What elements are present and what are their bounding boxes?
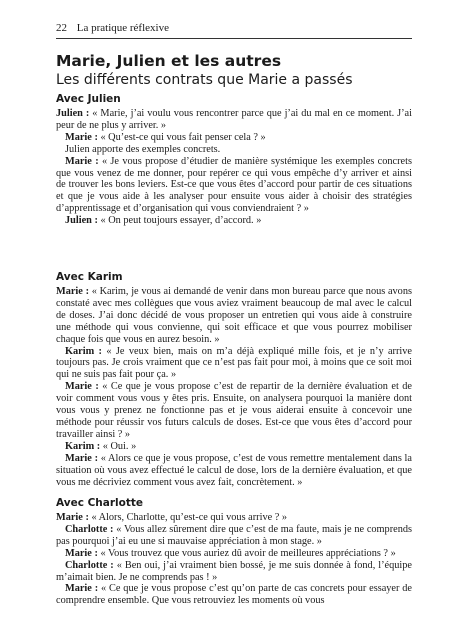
section-title-karim: Avec Karim [56,271,123,283]
dialogue-turn [56,381,412,441]
header-rule [56,38,412,39]
speaker-label: Julien : [65,215,98,227]
dialogue-turn [56,560,412,584]
narration-line: Julien apporte des exemples concrets. [65,143,221,155]
speech-text: « On peut toujours essayer, d’accord. » [97,215,262,227]
speech-text: « Vous allez sûrement dire que c’est de ma faute, mais je ne comprends pas pourquoi j’ai eu une si mauvaise appréciation à mon stage. » [56,523,412,547]
dialogue-turn [56,132,412,144]
dialogue-turn [56,286,412,346]
speaker-label: Karim : [65,440,101,452]
speech-text: « Je vous propose d’étudier de manière systémique les exemples concrets que vous venez de me donner, pour repérer ce qui vous empêche d’y arriver et ainsi de trouver les bons leviers. Est-ce que vous êtes d’accord pour partir de ces situations et que je vous aide à les analyser pour ensuite vous aider à choisir des stratégies d’apprentissage et d’organisation qui vous conviendraient ? » [56,155,412,215]
speech-text: « Alors, Charlotte, qu’est-ce qui vous arrive ? » [88,512,288,523]
speech-text: « Marie, j’ai voulu vous rencontrer parce que j’ai du mal en ce moment. J’ai peur de ne plus y arriver. » [56,108,412,131]
speaker-label: Marie : [65,452,99,464]
section-karim [56,270,412,488]
dialogue-turn [56,108,412,132]
speech-text: « Qu’est-ce qui vous fait penser cela ? » [97,131,266,143]
speech-text: « Ce que je vous propose c’est qu’on parte de cas concrets pour essayer de comprendre ensemble. Que vous retrouviez les moments où vous [56,583,413,607]
speech-text: « Alors ce que je vous propose, c’est de vous remettre mentalement dans la situation où vous avez effectué le calcul de dose, lors de la dernière évaluation, et que vous me décriviez comment vous avez fait, concrètement. » [56,452,412,488]
section-charlotte [56,496,412,607]
dialogue-turn [56,524,412,548]
chapter-title: Marie, Julien et les autres [56,52,282,70]
speaker-label: Charlotte : [65,523,114,535]
speaker-label: Julien : [56,108,90,119]
dialogue-turn [56,548,412,560]
section-title-charlotte: Avec Charlotte [56,497,144,509]
running-header [56,22,411,35]
dialogue-turn [56,215,412,227]
speaker-label: Marie : [65,131,98,143]
dialogue-turn [56,453,412,489]
page-number: 22 [56,22,67,34]
speech-text: « Ce que je vous propose c’est de repartir de la dernière évaluation et de voir comment vous vous y êtes pris. Ensuite, on analysera pourquoi la manière dont vous vous y prenez ne fonctionne pas et je vous aiderai ensuite à concevoir une méthode pour réussir vos futurs calculs de doses. Est-ce que vous êtes d’accord pour travailler ainsi ? » [56,381,412,440]
speech-text: « Ben oui, j’ai vraiment bien bossé, je me suis donnée à fond, l’équipe m’aimait bien. Je ne comprends pas ! » [56,559,412,583]
section-julien [56,92,412,227]
running-title: La pratique réflexive [76,22,169,34]
speech-text: « Je veux bien, mais on m’a déjà expliqué mille fois, et je n’y arrive toujours pas. Je crois vraiment que ce n’est pas fait pour moi, à moins que ce soit moi qui ne suis pas fait pour ça. » [56,345,412,381]
chapter-subtitle: Les différents contrats que Marie a passés [56,72,353,88]
dialogue-turn [56,346,412,382]
speaker-label: Marie : [65,547,98,559]
speaker-label: Marie : [65,583,99,595]
speaker-label: Karim : [65,345,102,357]
dialogue-turn [56,156,412,216]
dialogue-turn [56,583,412,607]
section-title-julien: Avec Julien [56,93,121,105]
speaker-label: Marie : [65,155,99,167]
dialogue-turn [56,512,412,524]
speech-text: « Oui. » [100,440,137,452]
speech-text: « Vous trouvez que vous auriez dû avoir de meilleures appréciations ? » [97,547,396,559]
speaker-label: Marie : [56,286,90,297]
speaker-label: Charlotte : [65,559,114,571]
speaker-label: Marie : [56,512,89,523]
dialogue-turn [56,441,412,453]
speaker-label: Marie : [65,381,99,393]
speech-text: « Karim, je vous ai demandé de venir dans mon bureau parce que nous avons constaté avec mes collègues que vous aviez vraiment beaucoup de mal avec le calcul de doses. J’ai donc décidé de vous proposer un entretien qui vous aide à construire une méthode qui vous convienne, qui soit efficace et que vous pourrez mobiliser chaque fois que vous en aurez besoin. » [56,286,412,345]
